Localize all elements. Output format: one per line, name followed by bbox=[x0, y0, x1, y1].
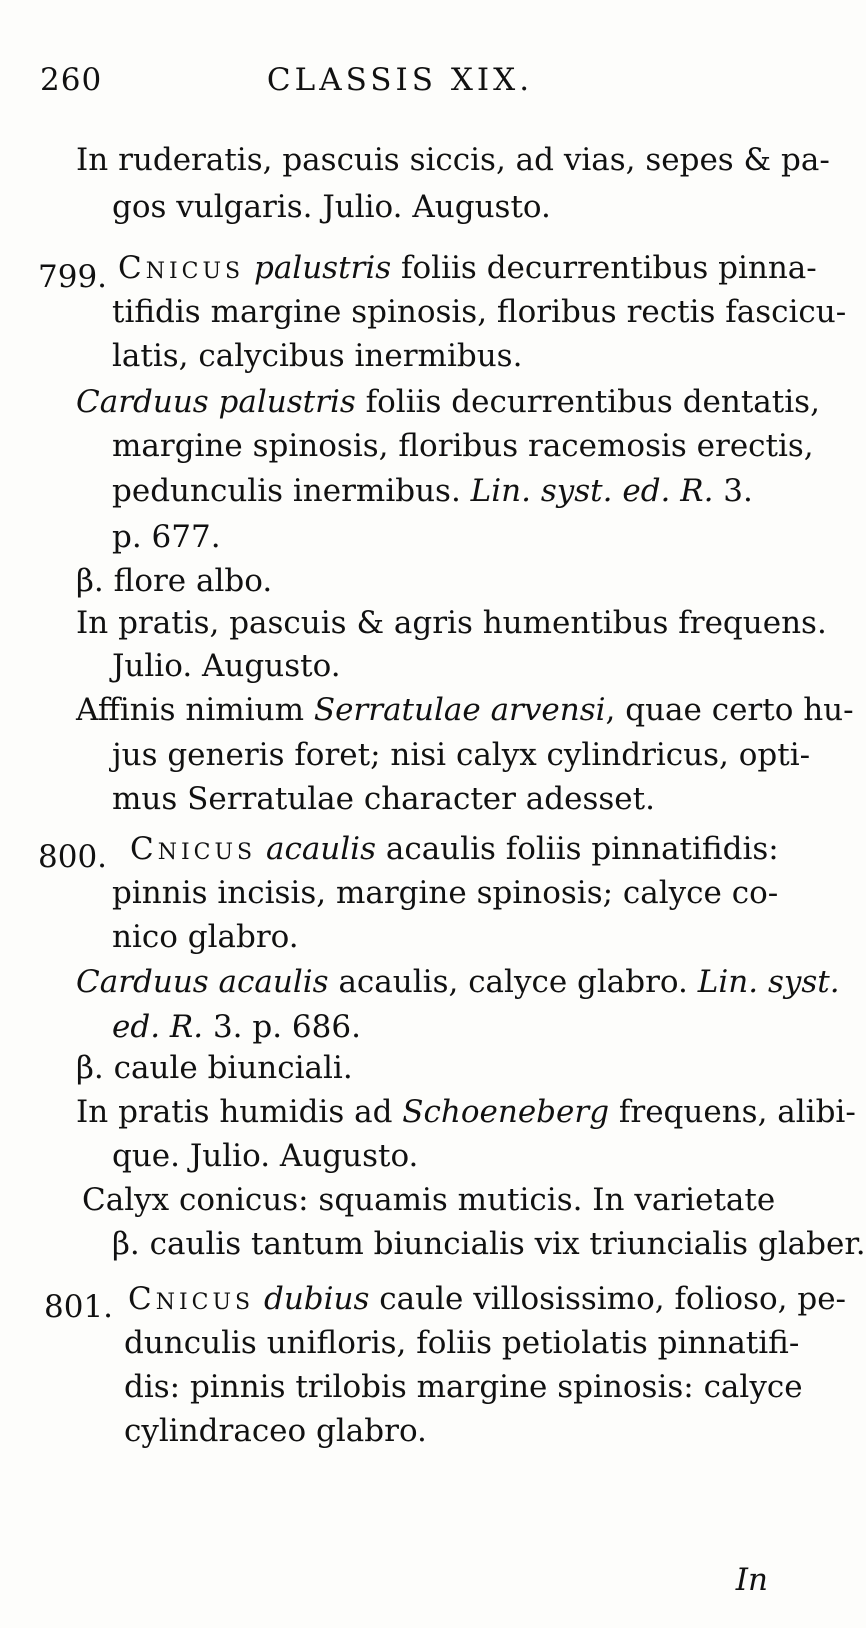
species-name: palustris bbox=[253, 250, 392, 286]
italic-name: Serratulae arvensi bbox=[313, 692, 606, 728]
text-segment: , quae certo hu- bbox=[605, 692, 854, 728]
text-segment: Affinis nimium bbox=[76, 692, 304, 728]
variety-line bbox=[76, 1050, 353, 1086]
variety-label: β. bbox=[76, 1050, 104, 1086]
text-line: pinnis incisis, margine spinosis; calyce co- bbox=[112, 875, 779, 911]
entry-heading bbox=[128, 1281, 847, 1317]
text-line: tifidis margine spinosis, floribus rectis fascicu- bbox=[112, 294, 847, 330]
catchword: In bbox=[735, 1562, 768, 1598]
variety-line bbox=[76, 563, 273, 599]
text-line: margine spinosis, floribus racemosis erectis, bbox=[112, 428, 814, 464]
species-name: acaulis bbox=[265, 831, 376, 867]
synonym-line bbox=[76, 384, 820, 420]
text-line: Julio. Augusto. bbox=[112, 648, 341, 684]
text-line: p. 677. bbox=[112, 519, 221, 555]
diagnosis-text: caule villosissimo, folioso, pe- bbox=[379, 1281, 847, 1317]
entry-number: 799. bbox=[38, 259, 108, 295]
text-segment: In pratis humidis ad bbox=[76, 1094, 393, 1130]
genus-name: Cnicus bbox=[128, 1281, 255, 1317]
species-name: dubius bbox=[263, 1281, 370, 1317]
text-line: jus generis foret; nisi calyx cylindricus, opti- bbox=[112, 737, 811, 773]
entry-number: 801. bbox=[44, 1289, 114, 1325]
reference: Lin. syst. ed. R. bbox=[470, 473, 714, 509]
text-line: mus Serratulae character adesset. bbox=[112, 781, 655, 817]
synonym-name: Carduus acaulis bbox=[76, 964, 329, 1000]
habitat-line: In pratis, pascuis & agris humentibus frequens. bbox=[76, 605, 827, 641]
page-number: 260 bbox=[40, 62, 103, 98]
synonym-reference-line bbox=[112, 1009, 361, 1045]
running-title: CLASSIS XIX. bbox=[266, 62, 534, 98]
italic-name: Schoeneberg bbox=[402, 1094, 610, 1130]
text-line: que. Julio. Augusto. bbox=[112, 1138, 419, 1174]
text-line: β. caulis tantum biuncialis vix triuncialis glaber. bbox=[112, 1226, 866, 1262]
diagnosis-text: acaulis foliis pinnatifidis: bbox=[385, 831, 779, 867]
synonym-text: acaulis, calyce glabro. bbox=[338, 964, 688, 1000]
page-header bbox=[40, 62, 760, 112]
variety-label: β. bbox=[76, 563, 104, 599]
habitat-line bbox=[76, 1094, 856, 1130]
note-line: Calyx conicus: squamis muticis. In varietate bbox=[82, 1182, 776, 1218]
genus-name: Cnicus bbox=[118, 250, 245, 286]
entry-number: 800. bbox=[38, 839, 108, 875]
entry-heading bbox=[130, 831, 779, 867]
note-line bbox=[76, 692, 854, 728]
synonym-reference-line bbox=[112, 473, 753, 509]
synonym-line bbox=[76, 964, 840, 1000]
reference-volume: 3. p. 686. bbox=[212, 1009, 361, 1045]
variety-text: caule biunciali. bbox=[113, 1050, 353, 1086]
text-line: dis: pinnis trilobis margine spinosis: calyce bbox=[124, 1369, 803, 1405]
text-line: cylindraceo glabro. bbox=[124, 1413, 427, 1449]
text-line: dunculis unifloris, foliis petiolatis pinnatifi- bbox=[124, 1325, 800, 1361]
variety-text: flore albo. bbox=[113, 563, 273, 599]
synonym-text: foliis decurrentibus dentatis, bbox=[365, 384, 820, 420]
synonym-name: Carduus palustris bbox=[76, 384, 356, 420]
reference: Lin. syst. bbox=[697, 964, 840, 1000]
text-segment: frequens, alibi- bbox=[618, 1094, 856, 1130]
text-line: nico glabro. bbox=[112, 919, 299, 955]
diagnosis-text: foliis decurrentibus pinna- bbox=[401, 250, 817, 286]
genus-name: Cnicus bbox=[130, 831, 257, 867]
text-segment: pedunculis inermibus. bbox=[112, 473, 461, 509]
text-line: In ruderatis, pascuis siccis, ad vias, sepes & pa- bbox=[76, 142, 830, 178]
reference: ed. R. bbox=[112, 1009, 204, 1045]
reference-volume: 3. bbox=[723, 473, 753, 509]
text-line: gos vulgaris. Julio. Augusto. bbox=[112, 189, 551, 225]
text-line: latis, calycibus inermibus. bbox=[112, 338, 523, 374]
entry-heading bbox=[118, 250, 817, 286]
